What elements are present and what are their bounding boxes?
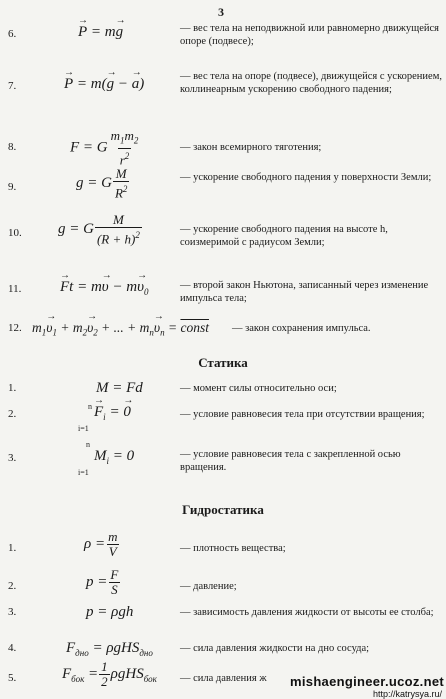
- item-number: 4.: [8, 642, 17, 654]
- formula-description: — зависимость давления жидкости от высоты ее столба;: [180, 607, 434, 618]
- item-number: 12.: [8, 322, 22, 334]
- formula: $M_i = 0$: [94, 448, 135, 466]
- watermark-url: http://katrysya.ru/: [372, 689, 442, 699]
- watermark-site: mishaengineer.ucoz.net: [290, 674, 444, 689]
- item-number: 1.: [8, 542, 17, 554]
- formula-description: — сила давления ж: [180, 673, 267, 684]
- item-number: 9.: [8, 181, 17, 193]
- formula: M = Fd: [96, 380, 143, 396]
- item-number: 6.: [8, 28, 17, 40]
- item-number: 1.: [8, 382, 17, 394]
- formula: $m_1\to \upsilon_1 + m_2\to \upsilon_2$ + ... + $m_n\to \upsilon_n$ = const: [32, 320, 209, 338]
- sum-lower-limit: i=1: [78, 468, 89, 477]
- formula: → P = m(→ g − → a): [64, 76, 144, 93]
- item-number: 3.: [8, 452, 17, 464]
- item-number: 5.: [8, 672, 17, 684]
- item-number: 7.: [8, 80, 17, 92]
- formula: ρ = $\frac{m}{V}$: [84, 529, 118, 559]
- formula-description: — второй закон Ньютона, записанный через изменение импульса тела;: [180, 280, 429, 304]
- formula: g = G $\frac{M}{(R + h)^2}$: [58, 212, 140, 247]
- sum-lower-limit: i=1: [78, 424, 89, 433]
- formula-description: — момент силы относительно оси;: [180, 383, 337, 394]
- formula: $F_{бок}$ = $\frac{1}{2}$ ρgHS$_{бок}$: [62, 659, 157, 689]
- formula: → $F_i$ = → 0: [94, 404, 131, 422]
- formula-description: — вес тела на неподвижной или равномерно движущейся опоре (подвесе);: [180, 23, 440, 47]
- formula: → $Ft = m\to \upsilon - m\to \upsilon_0$: [60, 279, 149, 297]
- section-title-hydrostatics: Гидростатика: [182, 502, 264, 517]
- item-number: 2.: [8, 408, 17, 420]
- formula-description: — закон сохранения импульса.: [232, 323, 371, 334]
- item-number: 2.: [8, 580, 17, 592]
- section-title-statics: Статика: [198, 355, 248, 370]
- formula-description: — условие равновесия тела при отсутствии вращения;: [180, 409, 425, 420]
- item-number: 8.: [8, 141, 17, 153]
- formula: F = G $\frac{m_1m_2}{r^2}$: [70, 128, 139, 167]
- formula-description: — вес тела на опоре (подвесе), движущейся с ускорением, коллинеарным ускорению свободного падения;: [180, 71, 442, 95]
- formula-description: — сила давления жидкости на дно сосуда;: [180, 643, 370, 654]
- formula: → P = m→ g: [78, 24, 123, 41]
- formula-description: — условие равновесия тела с закрепленной осью вращения.: [180, 449, 401, 473]
- formula: $F_{дно} = \rho gHS_{дно}$: [66, 640, 153, 658]
- item-number: 11.: [8, 283, 22, 295]
- formula: p = $\frac{F}{S}$: [86, 567, 119, 597]
- formula-description: — ускорение свободного падения на высоте h, соизмеримой с радиусом Земли;: [180, 224, 388, 248]
- sum-upper-limit: n: [88, 402, 92, 411]
- formula-description: — давление;: [180, 581, 237, 592]
- formula-description: — закон всемирного тяготения;: [180, 142, 322, 153]
- formula-description: — плотность вещества;: [180, 543, 286, 554]
- page-number: 3: [218, 5, 224, 19]
- formula: g = G $\frac{M}{R^2}$: [76, 166, 128, 201]
- item-number: 10.: [8, 227, 22, 239]
- formula-description: — ускорение свободного падения у поверхности Земли;: [180, 172, 432, 183]
- formula: p = ρgh: [86, 604, 134, 620]
- item-number: 3.: [8, 606, 17, 618]
- sum-upper-limit: n: [86, 440, 90, 449]
